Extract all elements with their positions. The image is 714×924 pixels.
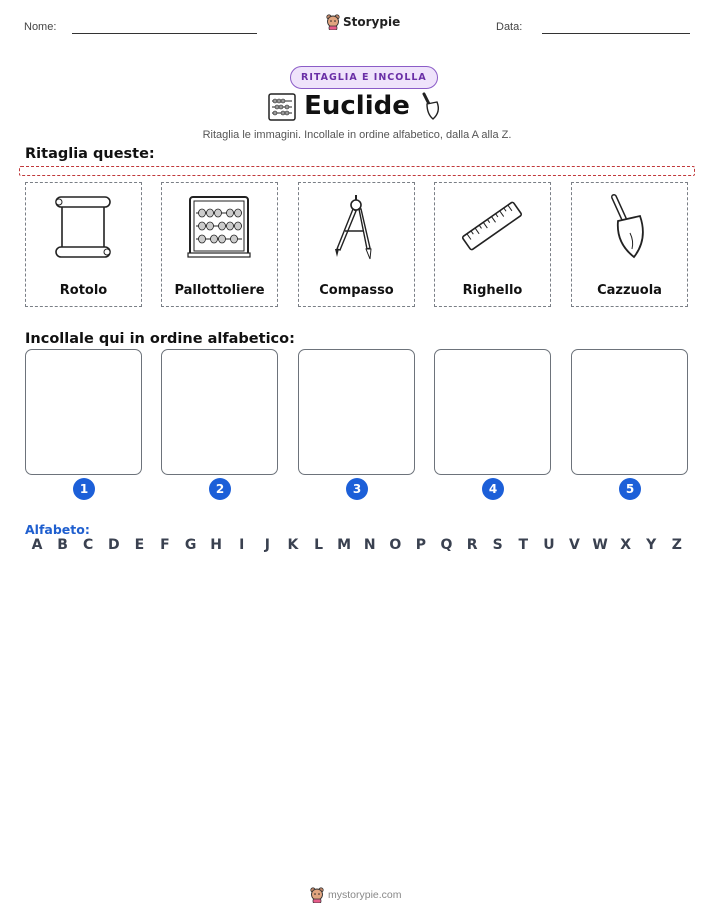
alphabet-letter: O [389, 537, 402, 553]
alphabet-letter: P [415, 537, 427, 553]
alphabet-letter: J [264, 537, 270, 553]
alphabet-letter: E [134, 537, 145, 553]
paste-slot-1[interactable] [25, 349, 142, 475]
storypie-logo [326, 14, 400, 30]
card-label: Cazzuola [597, 283, 662, 298]
compass-icon [323, 191, 389, 261]
paste-slot-5[interactable] [571, 349, 688, 475]
slot-number-1: 1 [73, 478, 95, 500]
alphabet-letter: S [492, 537, 503, 553]
cut-card-compasso[interactable] [298, 182, 415, 307]
bear-icon [326, 14, 340, 30]
bear-icon [310, 887, 324, 903]
card-label: Righello [462, 283, 523, 298]
alphabet-letter: N [363, 537, 376, 553]
cut-section-title: Ritaglia queste: [25, 146, 155, 162]
alphabet-letter: I [239, 537, 245, 553]
alphabet-title: Alfabeto: [25, 522, 90, 537]
scroll-icon [50, 191, 116, 261]
alphabet-letter: R [466, 537, 478, 553]
card-label: Pallottoliere [174, 283, 265, 298]
alphabet-letter: F [160, 537, 170, 553]
date-label: Data: [496, 21, 523, 33]
card-label: Compasso [319, 283, 394, 298]
page-title: Euclide [304, 91, 410, 121]
alphabet-letter: B [57, 537, 68, 553]
alphabet-letter: A [31, 537, 43, 553]
alphabet-letter: X [620, 537, 632, 553]
footer [310, 887, 402, 903]
cut-line [19, 166, 695, 176]
trowel-icon [419, 92, 443, 122]
name-label: Nome: [24, 21, 57, 33]
paste-slot-4[interactable] [434, 349, 551, 475]
alphabet-row [27, 537, 687, 553]
alphabet-letter: W [592, 537, 608, 553]
alphabet-letter: Y [646, 537, 657, 553]
cut-card-righello[interactable] [434, 182, 551, 307]
alphabet-letter: Q [440, 537, 453, 553]
paste-slot-2[interactable] [161, 349, 278, 475]
ruler-icon [459, 191, 525, 261]
alphabet-letter: L [314, 537, 323, 553]
card-label: Rotolo [59, 283, 108, 298]
cut-card-cazzuola[interactable] [571, 182, 688, 307]
instructions: Ritaglia le immagini. Incollale in ordine alfabetico, dalla A alla Z. [202, 129, 512, 141]
trowel-icon [596, 191, 662, 261]
alphabet-letter: M [337, 537, 352, 553]
activity-badge: RITAGLIA E INCOLLA [290, 66, 438, 89]
paste-section-title: Incollale qui in ordine alfabetico: [25, 331, 295, 347]
abacus-icon [267, 92, 297, 122]
slot-number-3: 3 [346, 478, 368, 500]
alphabet-letter: H [210, 537, 223, 553]
date-field-line[interactable] [542, 33, 690, 34]
alphabet-letter: C [83, 537, 94, 553]
alphabet-letter: T [518, 537, 529, 553]
alphabet-letter: D [107, 537, 120, 553]
footer-link[interactable]: mystorypie.com [328, 889, 402, 901]
slot-number-5: 5 [619, 478, 641, 500]
slot-number-4: 4 [482, 478, 504, 500]
cut-card-rotolo[interactable] [25, 182, 142, 307]
alphabet-letter: V [569, 537, 580, 553]
alphabet-letter: U [543, 537, 555, 553]
slot-number-2: 2 [209, 478, 231, 500]
alphabet-letter: Z [671, 537, 682, 553]
cut-card-pallottoliere[interactable] [161, 182, 278, 307]
paste-slot-3[interactable] [298, 349, 415, 475]
logo-text: Storypie [343, 15, 401, 29]
alphabet-letter: G [184, 537, 197, 553]
abacus-icon [186, 191, 252, 261]
alphabet-letter: K [287, 537, 299, 553]
name-field-line[interactable] [72, 33, 257, 34]
